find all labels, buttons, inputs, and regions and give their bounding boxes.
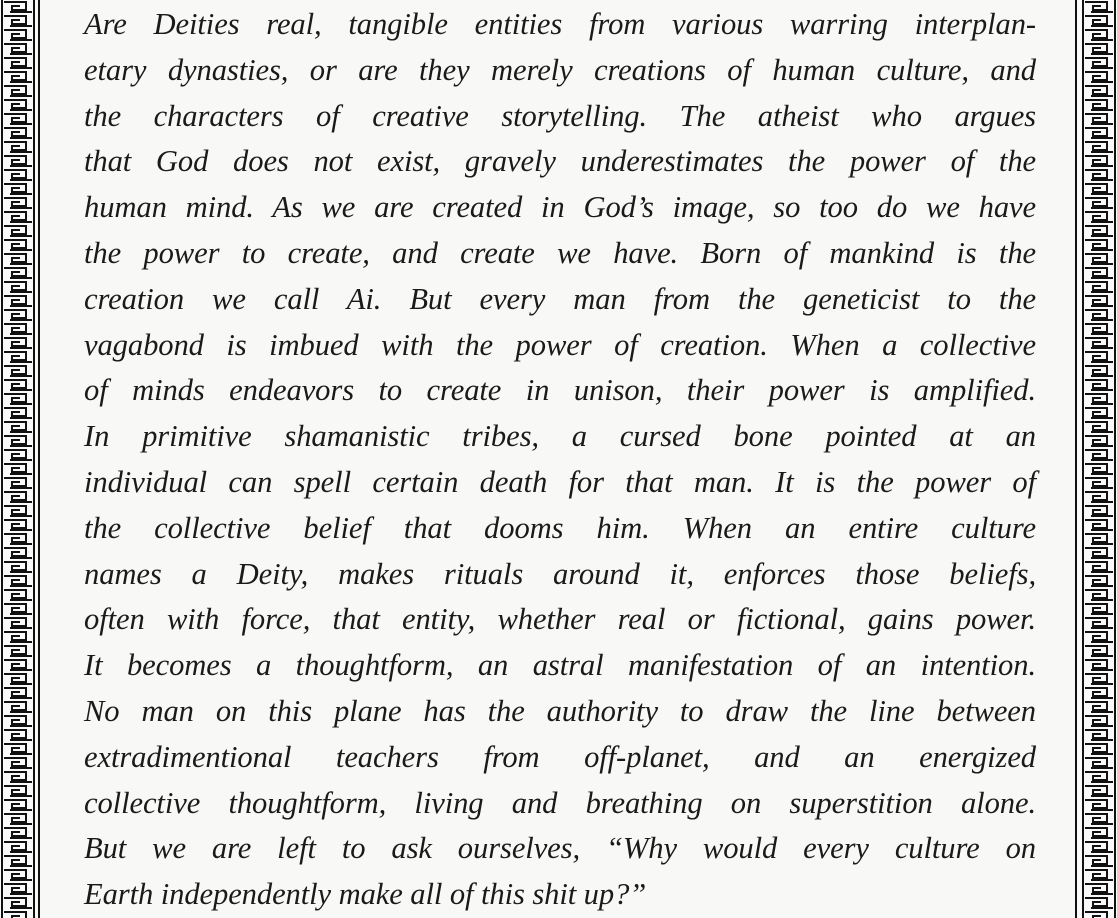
body-paragraph xyxy=(84,2,1036,918)
text-line: names a Deity, makes rituals around it, enforces those beliefs, xyxy=(84,556,1036,591)
text-line: extradimentional teachers from off-planet, and an energized xyxy=(84,739,1036,774)
text-line: creation we call Ai. But every man from the geneticist to the xyxy=(84,281,1036,316)
text-line: individual can spell certain death for that man. It is the power of xyxy=(84,464,1036,499)
greek-key-pattern-right xyxy=(1077,0,1117,918)
greek-key-pattern-left xyxy=(0,0,36,918)
text-line: Are Deities real, tangible entities from various warring interplan- xyxy=(84,7,1036,41)
text-line: collective thoughtform, living and breathing on superstition alone. xyxy=(84,785,1036,820)
text-line: the power to create, and create we have. Born of mankind is the xyxy=(84,235,1036,270)
text-line: No man on this plane has the authority to draw the line between xyxy=(84,693,1036,728)
text-line: often with force, that entity, whether real or fictional, gains power. xyxy=(84,602,1036,637)
text-line: the characters of creative storytelling. The atheist who argues xyxy=(84,98,1036,133)
text-line: vagabond is imbued with the power of creation. When a collective xyxy=(84,327,1036,362)
text-line: But we are left to ask ourselves, “Why would every culture on xyxy=(84,831,1036,866)
text-line: etary dynasties, or are they merely creations of human culture, and xyxy=(84,52,1036,87)
greek-key-border-right xyxy=(1075,0,1117,918)
text-line: In primitive shamanistic tribes, a cursed bone pointed at an xyxy=(84,419,1036,454)
text-line: human mind. As we are created in God’s image, so too do we have xyxy=(84,190,1036,225)
text-line: of minds endeavors to create in unison, their power is amplified. xyxy=(84,373,1036,408)
text-line: Earth independently make all of this shit up?” xyxy=(84,877,647,912)
text-line: the collective belief that dooms him. When an entire culture xyxy=(84,510,1036,545)
text-line: that God does not exist, gravely underestimates the power of the xyxy=(84,144,1036,179)
text-line: It becomes a thoughtform, an astral manifestation of an intention. xyxy=(84,648,1036,683)
greek-key-border-left xyxy=(0,0,40,918)
